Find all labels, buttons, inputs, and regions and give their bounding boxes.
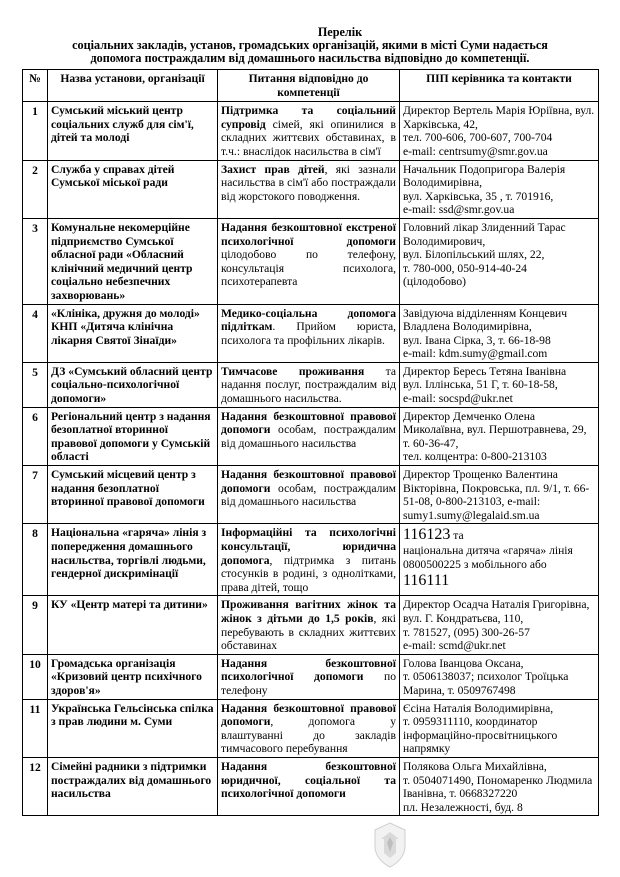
table-row — [23, 102, 599, 160]
child-hotline-number: 116111 — [403, 571, 450, 589]
contacts-cell — [400, 102, 599, 160]
table-row — [23, 218, 599, 304]
table-row — [23, 596, 599, 654]
contacts-cell — [400, 757, 599, 815]
organization-name: КУ «Центр матері та дитини» — [48, 596, 218, 654]
table-row — [23, 304, 599, 362]
services-cell — [218, 362, 400, 407]
contact-line: Директор Трощенко Валентина Вікторівна, Покровська, пл. 9/1, т. 66-51-08, 0-800-213103, e-mail: sumy1.sumy@legalaid.sm.ua — [403, 468, 590, 522]
services-cell — [218, 304, 400, 362]
header-name: Назва установи, організації — [48, 70, 218, 102]
row-number: 11 — [23, 699, 48, 757]
organization-name: Регіональний центр з надання безоплатної вторинної правової допомоги у Сумській області — [48, 407, 218, 465]
contacts-cell — [400, 466, 599, 524]
row-number: 4 — [23, 304, 48, 362]
child-hotline-text: національна дитяча «гаряча» лінія 0800500225 з мобільного або — [403, 544, 573, 571]
contact-line: Директор Осадча Наталія Григорівна, — [403, 598, 590, 612]
organization-name: Сумський міський центр соціальних служб для сім'ї, дітей та молоді — [48, 102, 218, 160]
services-cell — [218, 699, 400, 757]
contact-line: вул. Харківська, 35 , т. 701916, — [403, 189, 554, 203]
organization-name: Сумський місцевий центр з надання безоплатної вторинної правової допомоги — [48, 466, 218, 524]
contact-line: Завідуюча відділенням Концевич Владлена Володимирівна, — [403, 306, 568, 334]
services-highlight: Тимчасове проживання — [221, 364, 365, 378]
services-cell — [218, 466, 400, 524]
services-highlight: Медико-соціальна допомога підліткам — [221, 306, 396, 334]
organization-name: Українська Гельсінська спілка з прав людини м. Суми — [48, 699, 218, 757]
contacts-cell — [400, 524, 599, 596]
services-text: цілодобово по телефону, консультація психолога, психотерапевта — [221, 248, 396, 289]
contact-line: Голова Іванцова Оксана, — [403, 656, 524, 670]
contact-line: вул. Білопільський шлях, 22, — [403, 248, 545, 262]
table-row — [23, 160, 599, 218]
services-highlight: Захист прав дітей — [221, 162, 325, 176]
services-text: особам, постраждалим від домашнього насильства — [221, 481, 396, 509]
services-cell — [218, 596, 400, 654]
services-cell — [218, 654, 400, 699]
services-text: , які зазнали насильства в сім'ї або постраждали від жорстокого поводження. — [221, 162, 396, 203]
contact-line: e-mail: kdm.sumy@gmail.com — [403, 347, 548, 361]
services-text: , які перебувають в складних життєвих обставинах — [221, 611, 396, 653]
contact-line: Директор Демченко Олена Миколаївна, вул. Першотравнева, 29, т. 60-36-47, — [403, 409, 587, 450]
hotline-number: 116123 — [403, 526, 451, 544]
services-cell — [218, 160, 400, 218]
services-highlight: Надання безкоштовної екстреної психологічної допомоги — [221, 220, 396, 248]
services-text: , допомога у влаштуванні до закладів тимчасового перебування — [221, 715, 396, 756]
contacts-cell — [400, 218, 599, 304]
table-row — [23, 524, 599, 596]
contact-line: (цілодобово) — [403, 275, 466, 289]
contact-line: Директор Вертель Марія Юріївна, вул. Харківська, 42, — [403, 104, 595, 131]
table-body — [23, 102, 599, 816]
table-row — [23, 407, 599, 465]
row-number: 7 — [23, 466, 48, 524]
services-highlight: Надання безкоштовної юридичної, соціальної та психологічної допомоги — [221, 759, 396, 801]
contacts-cell — [400, 304, 599, 362]
row-number: 8 — [23, 524, 48, 596]
hotline-line — [403, 526, 595, 544]
heading-line-3: допомога постраждалим від домашнього насильства відповідно до компетенції. — [90, 51, 530, 65]
organizations-table — [22, 69, 599, 816]
contact-line: тел. колцентра: 0-800-213103 — [403, 450, 547, 464]
contact-line: вул. Іллінська, 51 Г, т. 60-18-58, — [403, 378, 558, 392]
row-number: 3 — [23, 218, 48, 304]
organization-name: Громадська організація «Кризовий центр психічного здоров'я» — [48, 654, 218, 699]
contact-line: e-mail: centrsumy@smr.gov.ua — [403, 144, 548, 158]
heading-title: Перелік — [317, 25, 363, 39]
organization-name: Служба у справах дітей Сумської міської ради — [48, 160, 218, 218]
row-number: 6 — [23, 407, 48, 465]
services-highlight: Надання безкоштовної правової допомоги — [221, 409, 396, 437]
table-row — [23, 757, 599, 815]
services-text: та надання послуг, постраждалим від домашнього насильства. — [221, 364, 396, 406]
organization-name: «Клініка, дружня до молоді» КНП «Дитяча клінічна лікарня Святої Зінаїди» — [48, 304, 218, 362]
contact-line: e-mail: ssd@smr.gov.ua — [403, 203, 515, 217]
services-cell — [218, 524, 400, 596]
contact-line: Полякова Ольга Михайлівна, — [403, 759, 547, 773]
services-highlight: Підтримка та соціальний супровід — [221, 104, 396, 131]
services-text: особам, постраждалим від домашнього насильства — [221, 423, 396, 450]
header-contacts: ПІП керівника та контакти — [400, 70, 599, 102]
services-cell — [218, 218, 400, 304]
police-emblem-icon — [372, 822, 408, 868]
services-text: . Прийом юриста, психолога та профільних лікарів. — [221, 320, 396, 347]
hotline-text: та — [450, 529, 464, 543]
row-number: 10 — [23, 654, 48, 699]
table-row — [23, 699, 599, 757]
heading-line-2: соціальних закладів, установ, громадських організацій, якими в місті Суми надається — [72, 38, 548, 52]
contacts-cell — [400, 160, 599, 218]
table-row — [23, 466, 599, 524]
contact-line: вул. Івана Сірка, 3, т. 66-18-98 — [403, 333, 551, 347]
contact-line: Головний лікар Злиденний Тарас Володимирович, — [403, 220, 566, 248]
services-highlight: Проживання вагітних жінок та жінок з дітьми до 1,5 років — [221, 598, 396, 625]
contact-line: e-mail: scmd@ukr.net — [403, 639, 506, 653]
organization-name: ДЗ «Сумський обласний центр соціально-психологічної допомоги» — [48, 362, 218, 407]
contact-line: т. 0504071490, Пономаренко Людмила Іванівна, т. 0668327220 — [403, 773, 593, 801]
table-row — [23, 362, 599, 407]
organization-name: Комунальне некомерційне підприємство Сумської обласної ради «Обласний клінічний медичний центр соціально небезпечних захворювань» — [48, 218, 218, 304]
services-text: по телефону — [221, 670, 396, 697]
contact-line: пл. Незалежності, буд. 8 — [403, 800, 523, 814]
row-number: 1 — [23, 102, 48, 160]
services-highlight: Надання безкоштовної правової допомоги — [221, 468, 396, 495]
organization-name: Сімейні радники з підтримки постраждалих від домашнього насильства — [48, 757, 218, 815]
row-number: 12 — [23, 757, 48, 815]
services-cell — [218, 757, 400, 815]
row-number: 2 — [23, 160, 48, 218]
table-row — [23, 654, 599, 699]
services-cell — [218, 407, 400, 465]
contact-line: Директор Бересь Тетяна Іванівна — [403, 364, 567, 378]
contact-line: т. 0959311110, координатор інформаційно-просвітницького напрямку — [403, 715, 558, 756]
document-heading — [22, 26, 598, 65]
row-number: 9 — [23, 596, 48, 654]
contact-line: Єсіна Наталія Володимирівна, — [403, 701, 554, 715]
contact-line: e-mail: socspd@ukr.net — [403, 392, 513, 406]
contact-line: тел. 700-606, 700-607, 700-704 — [403, 131, 553, 145]
table-header-row — [23, 70, 599, 102]
contact-line: Начальник Подопригора Валерія Володимирівна, — [403, 162, 566, 190]
services-highlight: Надання безкоштовної психологічної допомоги — [221, 656, 396, 684]
contacts-cell — [400, 654, 599, 699]
services-cell — [218, 102, 400, 160]
services-text: , підтримка з питань стосунків в родині, з однолітками, права дітей, тощо — [221, 553, 396, 594]
services-highlight: Надання безкоштовної правової допомоги — [221, 701, 396, 729]
header-services: Питання відповідно до компетенції — [218, 70, 400, 102]
contact-line: вул. Г. Кондратьєва, 110, — [403, 611, 524, 625]
contacts-cell — [400, 407, 599, 465]
contact-line: т. 780-000, 050-914-40-24 — [403, 261, 527, 275]
services-highlight: Інформаційні та психологічні консультації, юридична допомога — [221, 526, 396, 567]
row-number: 5 — [23, 362, 48, 407]
contacts-cell — [400, 699, 599, 757]
organization-name: Національна «гаряча» лінія з попередження домашнього насильства, торгівлі людьми, гендерної дискримінації — [48, 524, 218, 596]
contacts-cell — [400, 596, 599, 654]
services-text: сімей, які опинилися в складних життєвих обставинах, в т.ч.: внаслідок насильства в сім'ї — [221, 117, 396, 158]
contacts-cell — [400, 362, 599, 407]
header-num: № — [23, 70, 48, 102]
child-hotline-line — [403, 544, 595, 589]
contact-line: т. 0506138037; психолог Троїцька Марина, т. 0509767498 — [403, 670, 569, 697]
contact-line: т. 781527, (095) 300-26-57 — [403, 625, 530, 639]
